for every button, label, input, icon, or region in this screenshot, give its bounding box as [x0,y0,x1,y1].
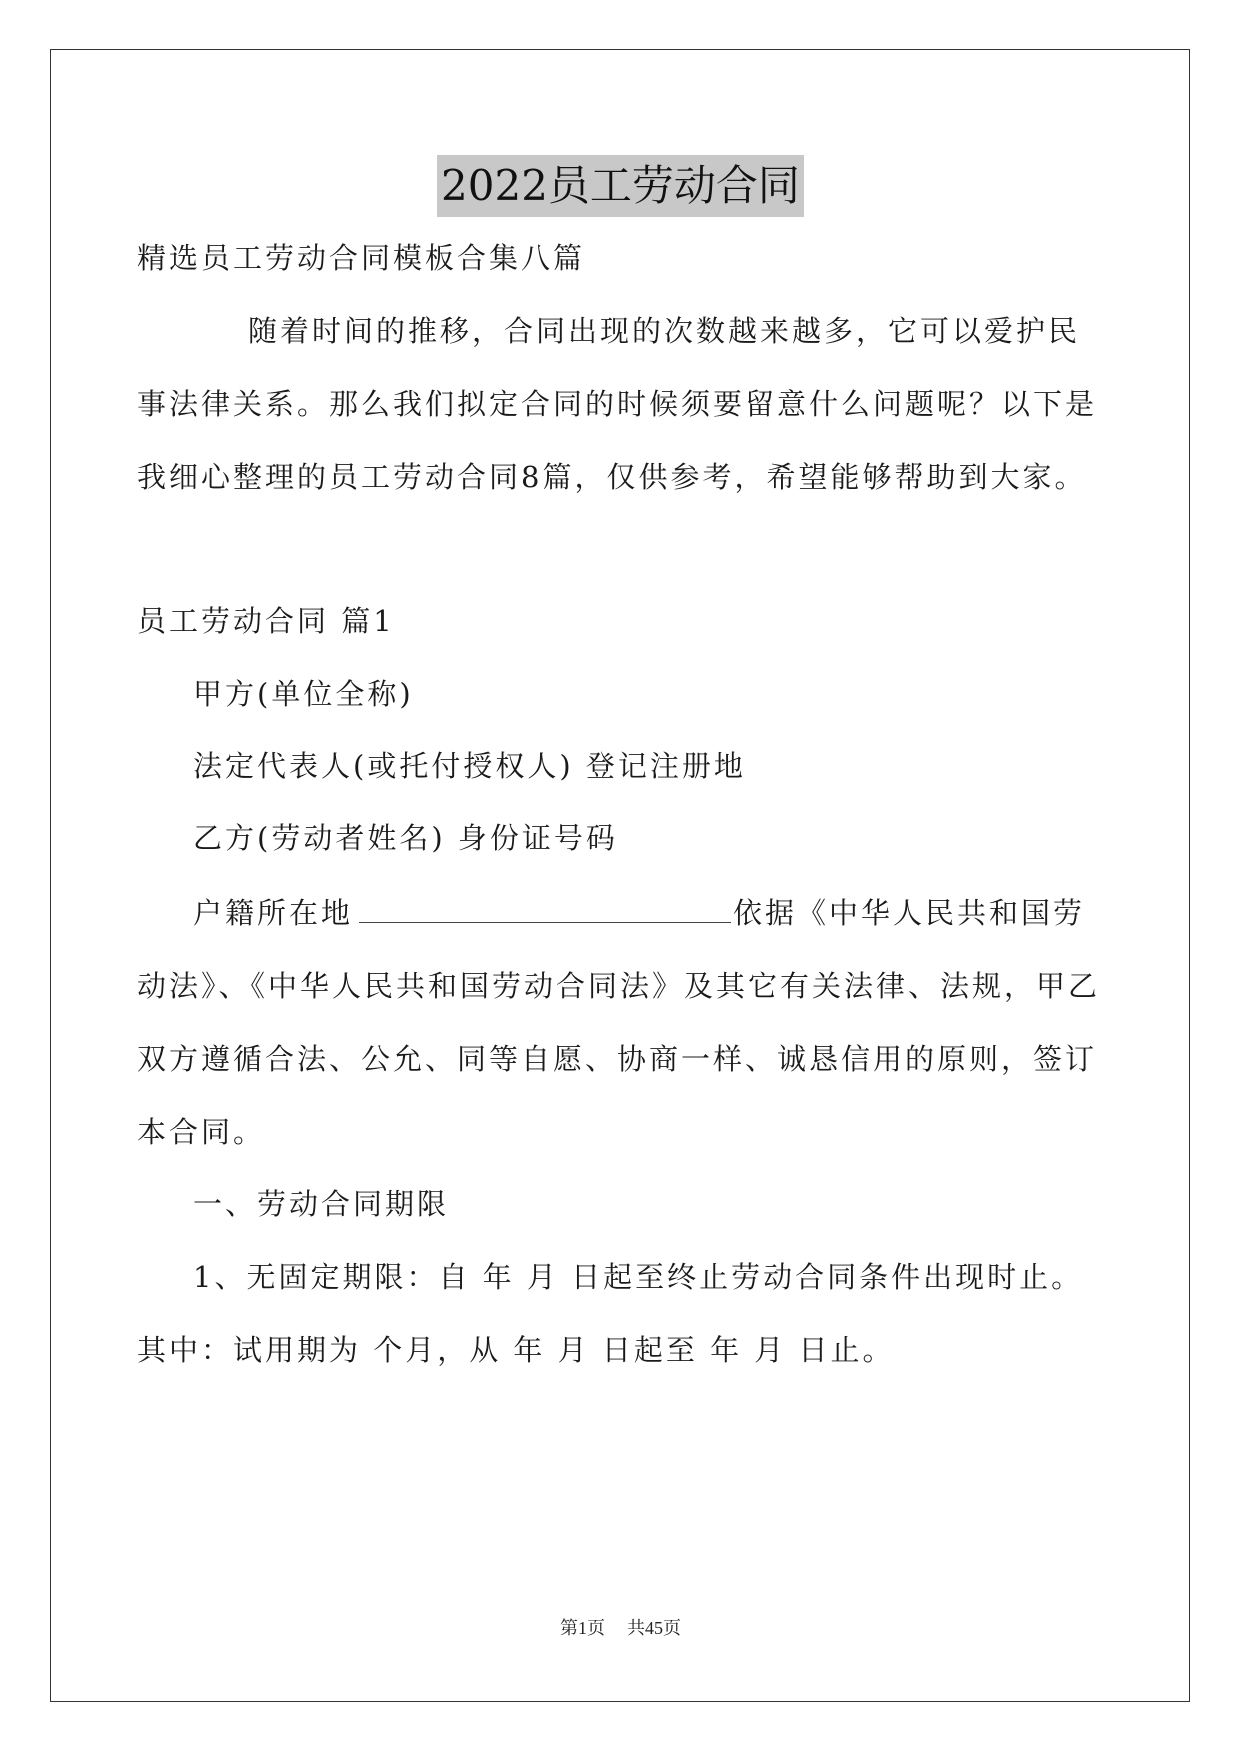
basis-line-1: 动法》、《中华人民共和国劳动合同法》及其它有关法律、法规，甲乙 [137,969,1101,1003]
household-rest: 依据《中华人民共和国劳 [733,896,1086,930]
party-b-line: 乙方(劳动者姓名) 身份证号码 [193,821,618,855]
household-line [193,893,1085,933]
basis-line-3: 本合同。 [137,1115,266,1149]
page-number: 第1页 [560,1618,605,1638]
household-label: 户籍所在地 [193,896,354,930]
page-footer [0,1616,1241,1640]
basis-line-2: 双方遵循合法、公允、同等自愿、协商一样、诚恳信用的原则，签订 [137,1042,1098,1076]
party-a-line: 甲方(单位全称) [193,677,414,711]
title-container [0,155,1241,217]
document-title: 2022员工劳动合同 [437,155,804,217]
subtitle: 精选员工劳动合同模板合集八篇 [137,241,586,275]
intro-line-3: 我细心整理的员工劳动合同8篇，仅供参考，希望能够帮助到大家。 [137,460,1087,494]
clause-1-line-2: 其中：试用期为 个月，从 年 月 日起至 年 月 日止。 [137,1333,895,1367]
clause-1-line-1: 1、无固定期限：自 年 月 日起至终止劳动合同条件出现时止。 [193,1260,1084,1294]
intro-line-1: 随着时间的推移，合同出现的次数越来越多，它可以爱护民 [248,314,1081,348]
intro-line-2: 事法律关系。那么我们拟定合同的时候须要留意什么问题呢？以下是 [137,387,1098,421]
household-blank-field [359,894,731,923]
section-heading: 员工劳动合同 篇1 [137,604,395,638]
legal-rep-line: 法定代表人(或托付授权人) 登记注册地 [193,749,746,783]
clause-heading: 一、劳动合同期限 [193,1187,450,1221]
page-total: 共45页 [627,1618,681,1638]
page-border [50,49,1190,1702]
